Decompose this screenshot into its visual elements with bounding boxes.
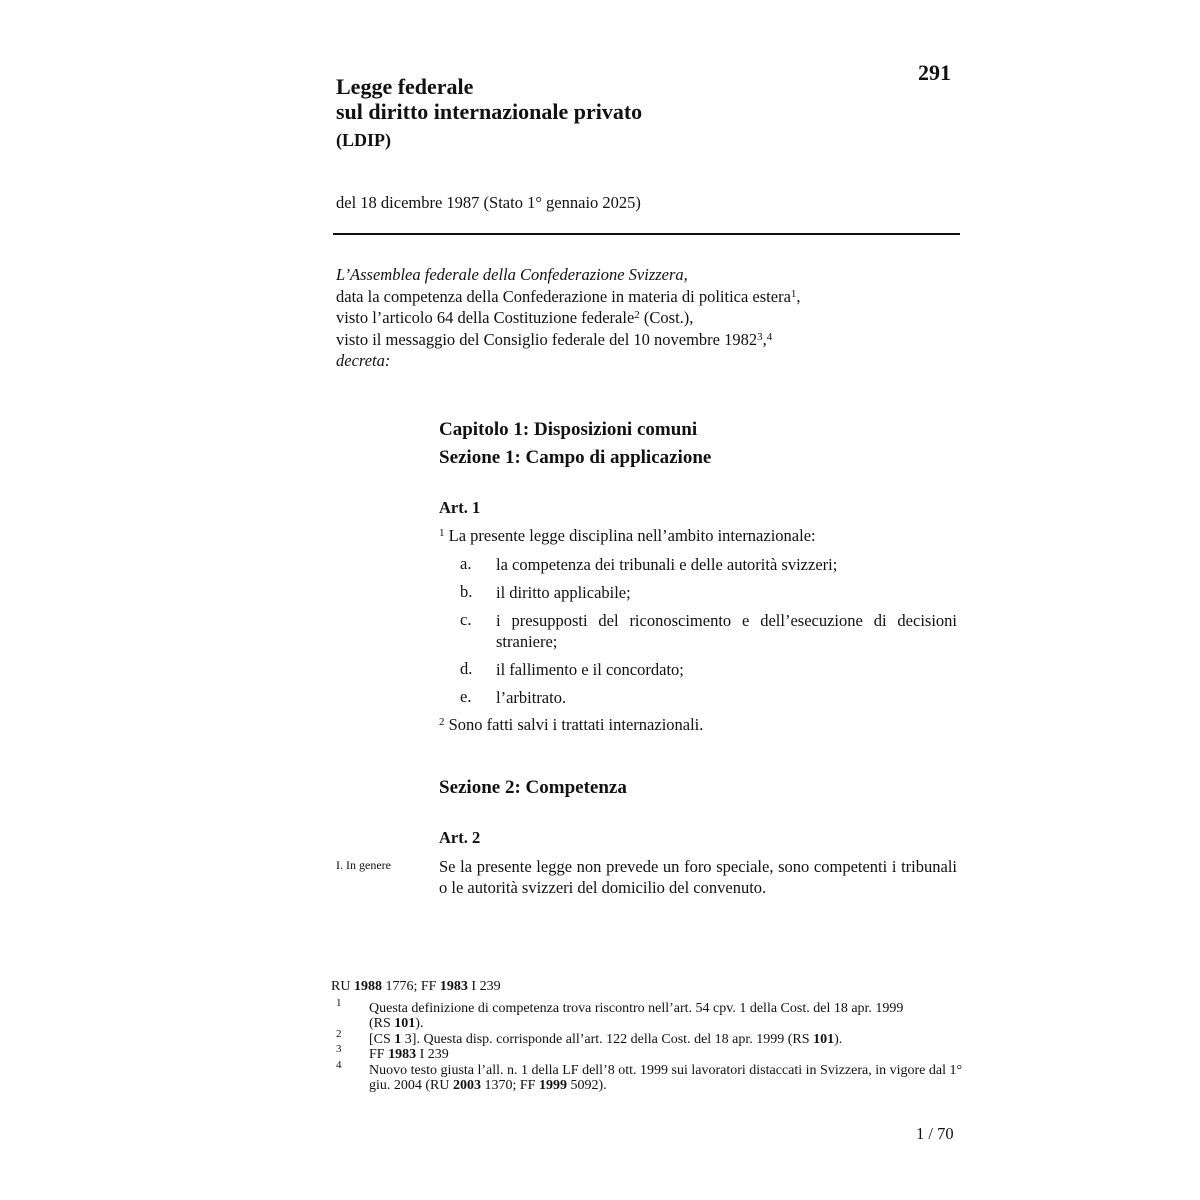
footnote-bold-part: 101 <box>394 1016 416 1031</box>
footnote-bold-part: 1983 <box>388 1047 417 1062</box>
section-1-heading: Sezione 1: Campo di applicazione <box>439 447 712 468</box>
source-ru-label: RU <box>331 979 354 994</box>
preamble-line-2-text: visto l’articolo 64 della Costituzione federale <box>336 308 635 327</box>
preamble-line-3-text: visto il messaggio del Consiglio federale del 10 novembre 1982 <box>336 329 758 349</box>
footnote-text-part: 3]. Questa disp. corrisponde all’art. 122 della Cost. del 18 apr. 1999 (RS <box>401 1032 814 1047</box>
footnote-text <box>369 1047 959 1062</box>
document-title <box>336 74 642 124</box>
footnote-text-part: ). <box>834 1032 843 1047</box>
section-2-heading: Sezione 2: Competenza <box>439 777 627 798</box>
footnote-text <box>369 1032 959 1047</box>
preamble-line-1-end: , <box>796 286 801 306</box>
source-ru-page: 1776; FF <box>381 979 440 994</box>
preamble <box>336 264 801 372</box>
title-line-2: sul diritto internazionale privato <box>336 99 643 124</box>
margin-note: I. In genere <box>336 858 391 872</box>
footnote-text-part: Questa definizione di competenza trova riscontro nell’art. 54 cpv. 1 della Cost. del 18 apr. 1999 (RS <box>369 1001 904 1031</box>
footnote-text <box>369 1001 909 1031</box>
title-abbreviation: (LDIP) <box>336 130 391 150</box>
footnote-bold-part: 1 <box>394 1032 402 1047</box>
source-ru-year: 1988 <box>353 979 382 994</box>
source-ff-year: 1983 <box>439 979 468 994</box>
paragraph-number-1: 1 <box>439 527 445 539</box>
preamble-line-3 <box>336 329 801 351</box>
title-line-1: Legge federale <box>336 74 474 99</box>
footnote-number: 1 <box>336 997 342 1009</box>
footnote-text-part: I 239 <box>416 1047 449 1062</box>
article-1-title: Art. 1 <box>439 498 481 517</box>
article-1-paragraph-2 <box>439 715 703 735</box>
preamble-line-2-end: (Cost.), <box>639 308 694 327</box>
chapter-heading: Capitolo 1: Disposizioni comuni <box>439 419 698 440</box>
footnote-number: 4 <box>336 1059 342 1071</box>
preamble-line-1-text: data la competenza della Confederazione in materia di politica estera <box>336 286 791 306</box>
footnote-bold-part: 1999 <box>538 1078 567 1093</box>
footnote-ref-3[interactable]: 3 <box>757 330 763 343</box>
footnote-text-part: 5092). <box>566 1078 607 1093</box>
source-reference <box>331 979 501 995</box>
footnote-ref-4[interactable]: 4 <box>766 330 773 343</box>
footnote-bold-part: 101 <box>813 1032 835 1047</box>
preamble-decree: decreta: <box>336 351 391 370</box>
list-item-text: i presupposti del riconoscimento e dell’esecuzione di decisioni straniere; <box>496 611 957 651</box>
sr-number: 291 <box>918 60 951 85</box>
list-item-text: il fallimento e il concordato; <box>496 660 684 679</box>
footnote-number: 3 <box>336 1043 342 1055</box>
document-date: del 18 dicembre 1987 (Stato 1° gennaio 2025) <box>336 193 641 212</box>
list-item-text: il diritto applicabile; <box>496 583 631 602</box>
footnote-ref-2[interactable]: 2 <box>634 309 640 321</box>
paragraph-number-2: 2 <box>439 716 445 728</box>
footnote-text-part: [CS <box>369 1032 395 1047</box>
footnote-text-part: FF <box>369 1047 389 1062</box>
list-item-letter: b. <box>460 582 473 601</box>
preamble-line-2 <box>336 307 801 329</box>
article-2-title: Art. 2 <box>439 828 481 847</box>
list-item-letter: e. <box>460 687 472 706</box>
preamble-line-1 <box>336 286 801 308</box>
article-2-text: Se la presente legge non prevede un foro speciale, sono competenti i tribunali o le autorità svizzeri del domicilio del convenuto. <box>439 857 957 897</box>
footnote-ref-1[interactable]: 1 <box>790 287 797 300</box>
paragraph-2-text: Sono fatti salvi i trattati internazionali. <box>444 715 704 734</box>
footnote-text-part: 1370; FF <box>481 1078 539 1093</box>
footnote-text-part: Nuovo testo giusta l’all. n. 1 della LF dell’8 ott. 1999 sui lavoratori distaccati in Svizzera, in vigore dal 1° giu. 2004 (RU <box>369 1063 963 1093</box>
source-ff-page: I 239 <box>467 979 501 994</box>
footnote-text-part: ). <box>415 1016 424 1031</box>
footnote-bold-part: 2003 <box>453 1078 481 1093</box>
preamble-authority: L’Assemblea federale della Confederazione Svizzera, <box>336 265 688 284</box>
list-item-letter: a. <box>460 554 472 573</box>
footnote-number: 2 <box>336 1028 342 1040</box>
article-1-paragraph-1 <box>439 526 816 546</box>
list-item-letter: c. <box>460 610 472 629</box>
list-item-text: la competenza dei tribunali e delle autorità svizzeri; <box>496 555 838 574</box>
paragraph-1-text: La presente legge disciplina nell’ambito internazionale: <box>444 526 816 545</box>
list-item-letter: d. <box>460 659 473 678</box>
preamble-line-3-sep: , <box>762 329 767 349</box>
list-item-text: l’arbitrato. <box>496 688 567 707</box>
footnote-text <box>369 1063 964 1093</box>
header-divider <box>333 233 960 235</box>
page-number: 1 / 70 <box>916 1124 954 1143</box>
